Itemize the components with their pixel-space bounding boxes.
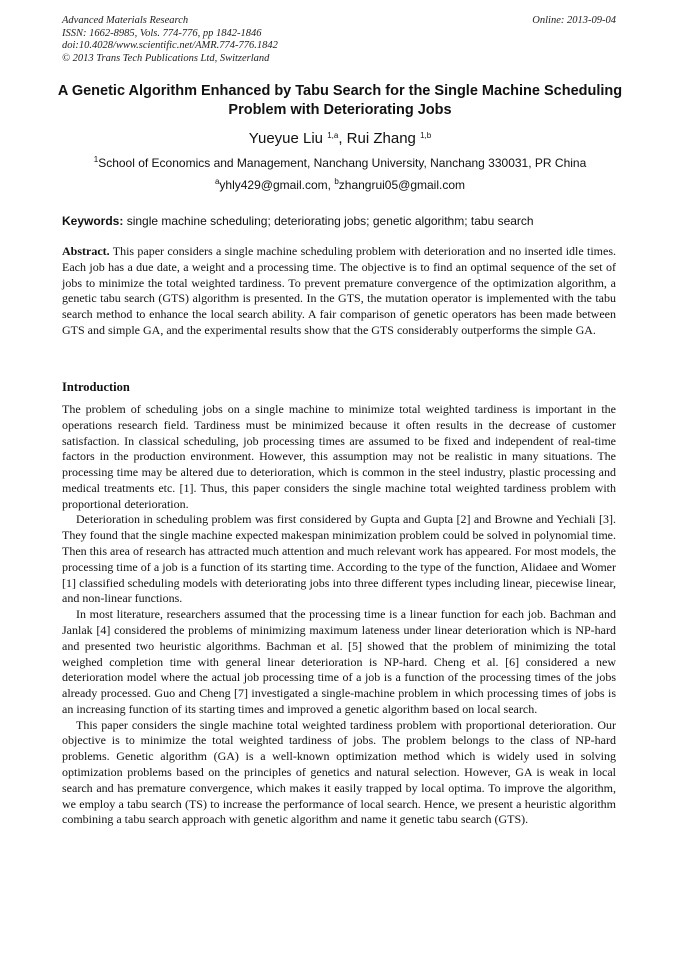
keywords-text: single machine scheduling; deteriorating jobs; genetic algorithm; tabu search — [123, 214, 534, 228]
issn-line: ISSN: 1662-8985, Vols. 774-776, pp 1842-1846 — [62, 27, 262, 39]
keywords-label: Keywords: — [62, 214, 124, 228]
author-affiliation-mark: 1,a — [327, 131, 339, 140]
journal-name: Advanced Materials Research — [62, 15, 189, 26]
paragraph: Deterioration in scheduling problem was first considered by Gupta and Gupta [2] and Browne and Yechiali [3]. They found that the single machine expected makespan minimization problem could be solved in polynomial time. Then this area of research has attracted much attention and much relevant work has appeared. For most models, the processing time of a job is a function of its starting time. According to the type of the function, Alidaee and Womer [1] classified scheduling models with deteriorating jobs into three different types including linear, piecewise linear, and non-linear functions. — [62, 512, 616, 606]
online-date: Online: 2013-09-04 — [532, 15, 616, 26]
affiliation-text: School of Economics and Management, Nanchang University, Nanchang 330031, PR China — [98, 156, 587, 170]
section-heading: Introduction — [62, 380, 130, 394]
journal-header — [62, 15, 616, 65]
author-separator: , — [338, 130, 347, 147]
email-mark: b — [334, 177, 339, 186]
abstract-label: Abstract. — [62, 244, 110, 258]
paragraph: This paper considers the single machine total weighted tardiness problem with proportional deterioration. Our objective is to minimize the total weighted tardiness of jobs. The problem belongs to the class of NP-hard problems. Genetic algorithm (GA) is a well-known optimization method which is widely used in solving optimization problems based on the principles of genetics and natural selection. However, GA is weak in local search and has premature convergence, which makes it easily trapped by local optima. To improve the algorithm, we employ a tabu search (TS) to increase the performance of local search. Hence, we present a heuristic algorithm combining a tabu search approach with genetic algorithm and name it genetic tabu search (GTS). — [62, 717, 616, 827]
abstract-text: This paper considers a single machine scheduling problem with deterioration and no inserted idle times. Each job has a due date, a weight and a processing time. The objective is to find an optimal sequence of the set of jobs to minimize the total weighted tardiness. To prevent premature convergence of the optimization algorithm, a genetic tabu search (GTS) algorithm is presented. In the GTS, the mutation operator is implemented with the tabu search method to enhance the local search ability. A fair comparison of genetic operators has been made between GTS and simple GA, and the experimental results show that the GTS considerably outperforms the simple GA. — [62, 244, 616, 337]
paragraph: In most literature, researchers assumed that the processing time is a linear function for each job. Bachman and Janlak [4] considered the problems of minimizing maximum lateness under linear deterioration which is NP-hard and presented two heuristic algorithms. Bachman et al. [5] showed that the problem of minimizing the total weighed completion time with general linear deterioration is NP-hard. Cheng et al. [6] considered a new deterioration model where the actual job processing time of a job is a function of the processing times of the jobs already processed. Guo and Cheng [7] investigated a single-machine problem in which processing times of jobs is an increasing function of its starting times and improved a genetic algorithm based on local search. — [62, 607, 616, 716]
author-name: Yueyue Liu — [248, 130, 324, 147]
paragraph: The problem of scheduling jobs on a single machine to minimize total weighted tardiness is important in the operations research field. Tardiness must be minimized because it often results in the decrease of customer satisfaction. In classical scheduling, job processing times are assumed to be fixed and independent of real-time factors in the production environment. However, this assumption may not be realistic in many situations. The processing time may be altered due to deterioration, which is common in the steel industry, plastic processing and medical treatments etc. [1]. Thus, this paper considers the single machine total weighted tardiness problem with proportional deterioration. — [62, 402, 616, 511]
author-name: Rui Zhang — [346, 130, 416, 147]
email-address: zhangrui05@gmail.com — [338, 178, 466, 192]
introduction-body — [62, 402, 616, 828]
author-affiliation-mark: 1,b — [420, 131, 432, 140]
email-mark: a — [214, 177, 220, 186]
keywords — [62, 213, 622, 229]
paper-title: A Genetic Algorithm Enhanced by Tabu Search for the Single Machine Scheduling Problem with Deteriorating Jobs — [57, 83, 623, 118]
copyright-line: © 2013 Trans Tech Publications Ltd, Switzerland — [62, 52, 270, 64]
abstract — [62, 244, 616, 339]
doi-line: doi:10.4028/www.scientific.net/AMR.774-776.1842 — [62, 40, 278, 51]
affiliation-mark: 1 — [93, 155, 99, 164]
affiliation — [40, 155, 640, 171]
email-address: yhly429@gmail.com, — [219, 178, 335, 192]
author-emails — [40, 177, 640, 193]
author-list — [40, 129, 640, 149]
